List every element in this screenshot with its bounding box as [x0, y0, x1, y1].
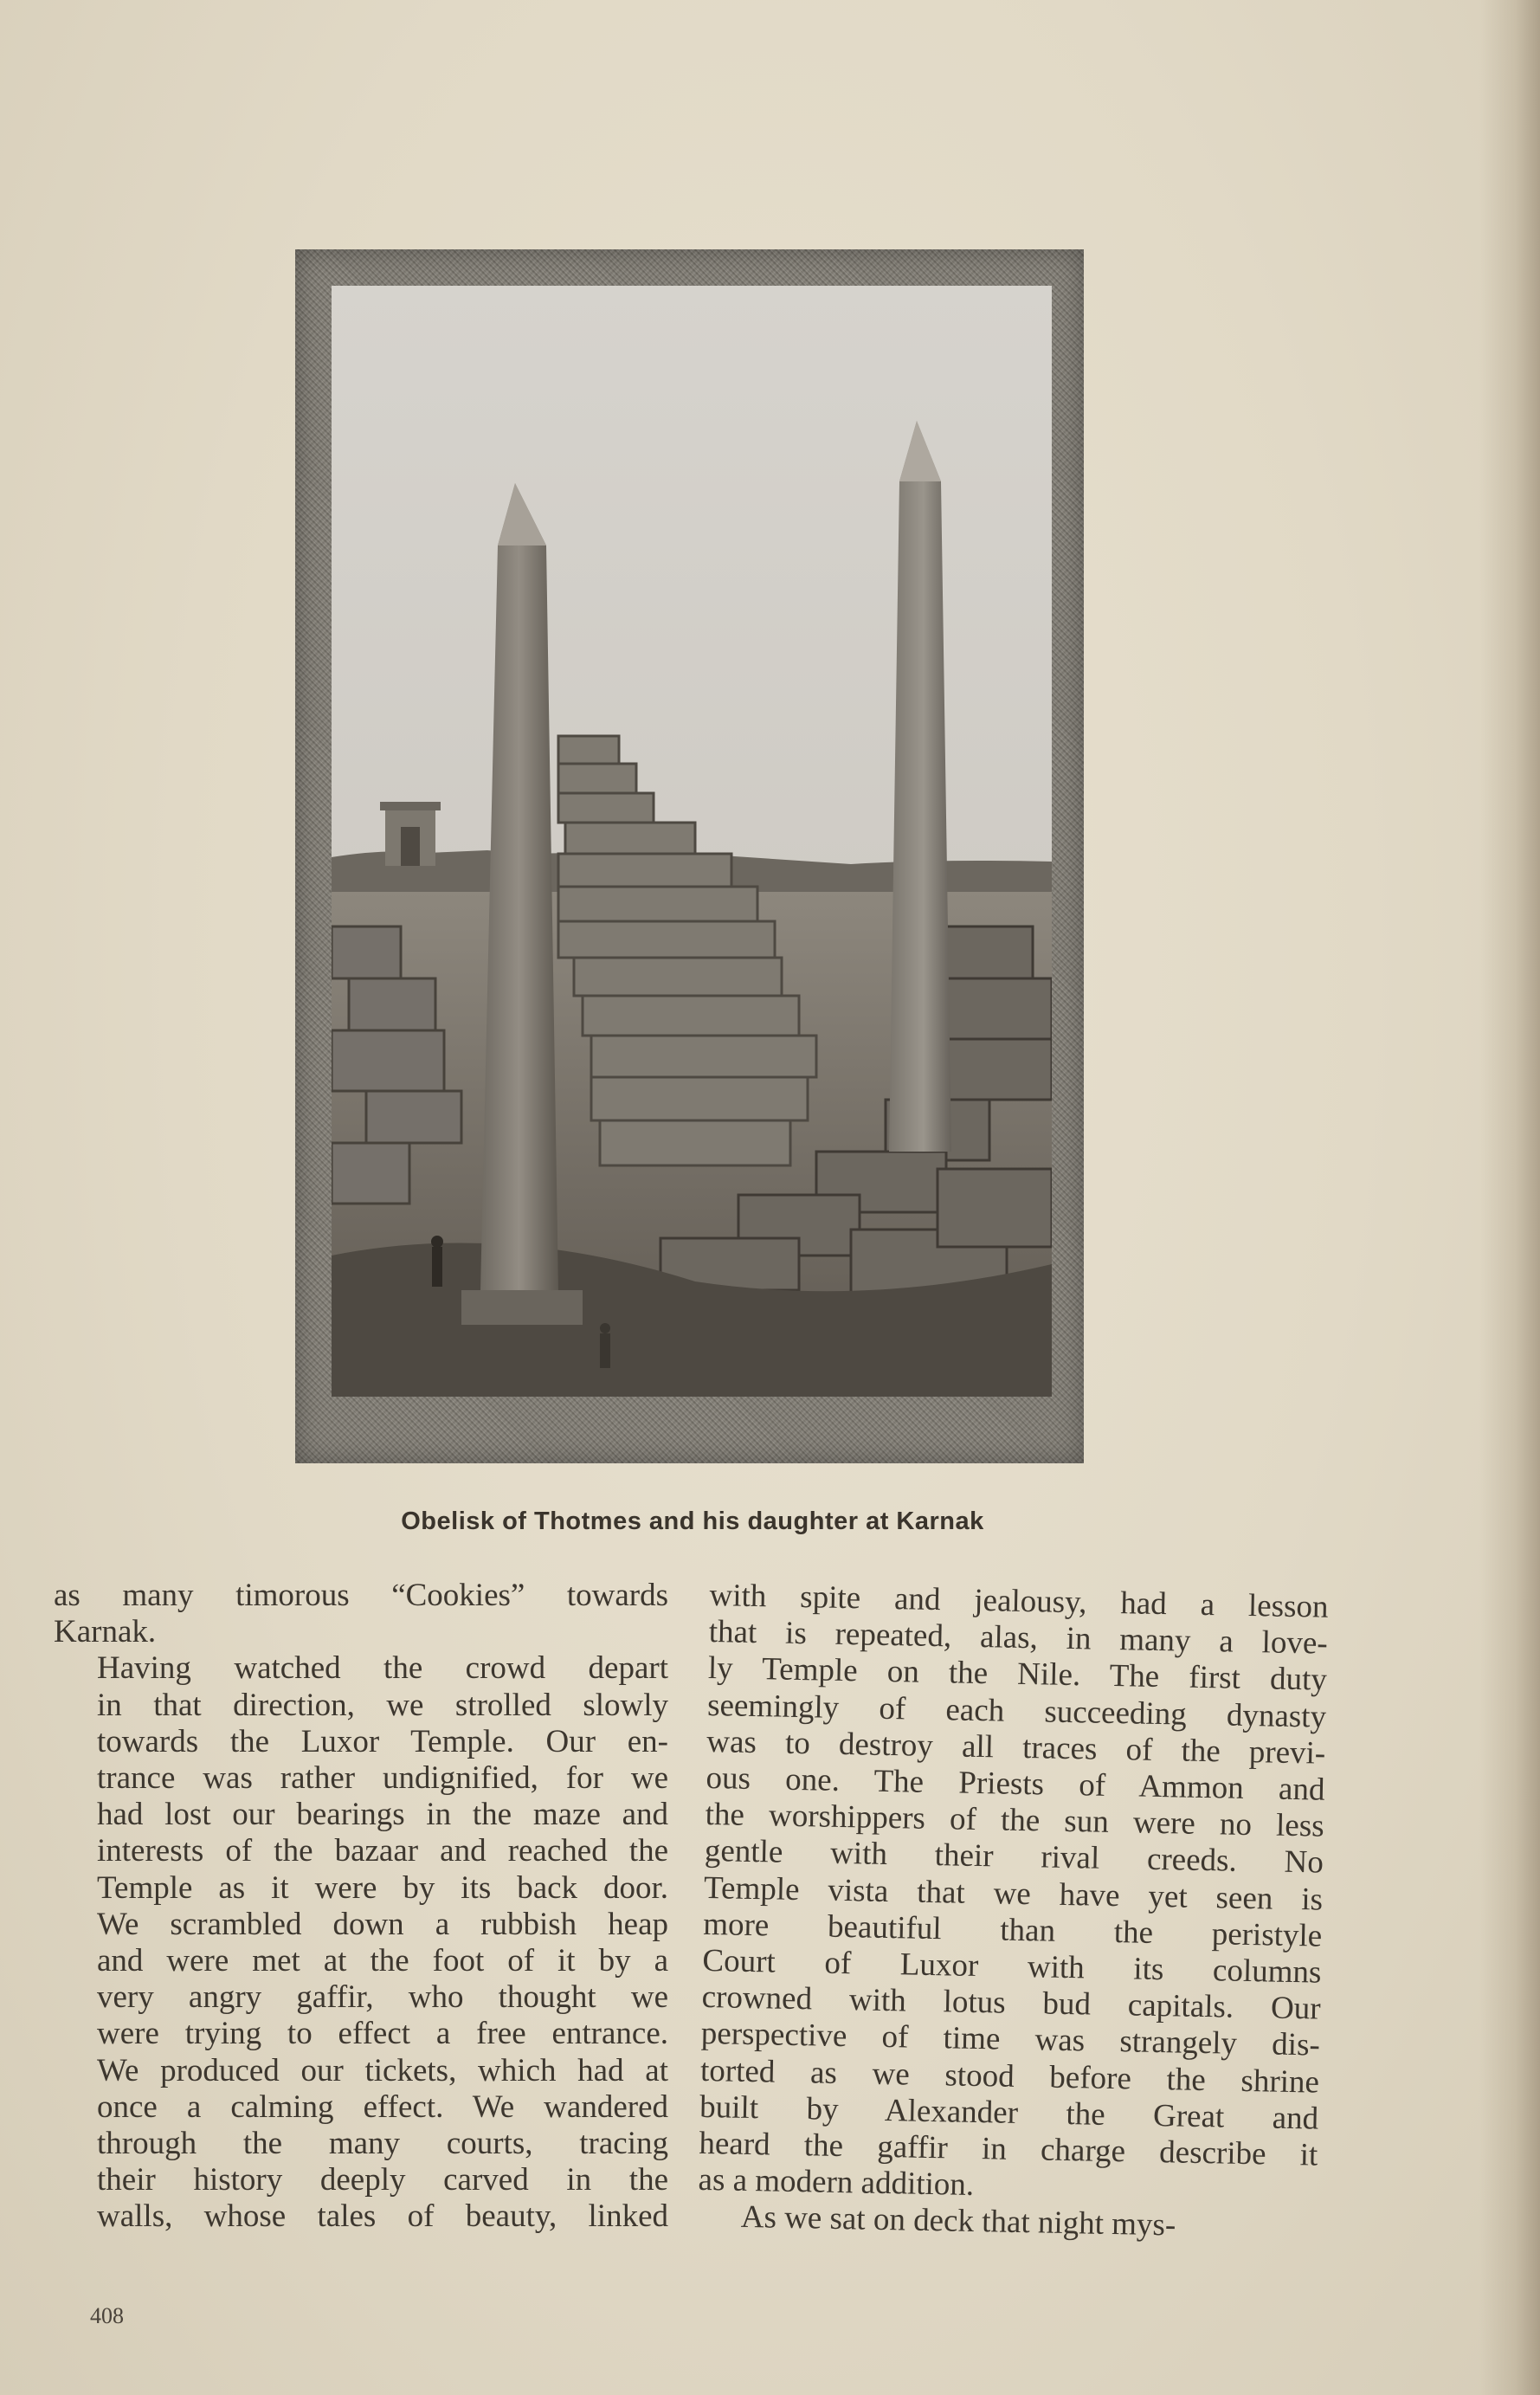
text-line: that is repeated, alas, in many a love-: [708, 1614, 1329, 1662]
text-line: We produced our tickets, which had at: [97, 2052, 668, 2088]
figure-caption: Obelisk of Thotmes and his daughter at Karnak: [401, 1507, 984, 1535]
text-line: once a calming effect. We wandered: [97, 2088, 668, 2125]
text-line: heard the gaffir in charge describe it: [699, 2125, 1318, 2173]
text-line: ous one. The Priests of Ammon and: [706, 1759, 1325, 1808]
text-line: Temple as it were by its back door.: [97, 1869, 668, 1906]
text-line: As we sat on deck that night mys-: [740, 2199, 1176, 2243]
text-line: ly Temple on the Nile. The first duty: [707, 1650, 1328, 1699]
text-line: very angry gaffir, who thought we: [97, 1979, 668, 2016]
text-line: seemingly of each succeeding dynasty: [706, 1687, 1327, 1735]
text-line: walls, whose tales of beauty, linked: [97, 2198, 668, 2235]
text-line: perspective of time was strangely dis-: [700, 2016, 1321, 2064]
text-line: built by Alexander the Great and: [699, 2088, 1319, 2137]
page-edge-shadow: [1479, 0, 1540, 2395]
text-line: were trying to effect a free entrance.: [97, 2016, 668, 2052]
paragraph: [54, 1650, 668, 2235]
text-line: the worshippers of the sun were no less: [705, 1797, 1325, 1844]
text-line: was to destroy all traces of the previ-: [706, 1723, 1326, 1772]
obelisk-photograph: [332, 286, 1052, 1397]
text-line: their history deeply carved in the: [97, 2162, 668, 2198]
text-line: through the many courts, tracing: [97, 2126, 668, 2162]
text-line: gentle with their rival creeds. No: [704, 1833, 1324, 1882]
text-line: Having watched the crowd depart: [97, 1650, 668, 1687]
text-line: towards the Luxor Temple. Our en-: [97, 1723, 668, 1759]
text-line: and were met at the foot of it by a: [97, 1943, 668, 1979]
text-line: with spite and jealousy, had a lesson: [709, 1578, 1329, 1625]
text-line: Temple vista that we have yet seen is: [703, 1869, 1324, 1918]
text-line: trance was rather undignified, for we: [97, 1760, 668, 1797]
left-text-column: [54, 1578, 668, 2236]
text-line: We scrambled down a rubbish heap: [97, 1906, 668, 1942]
paragraph: [698, 1578, 1329, 2211]
text-line: interests of the bazaar and reached the: [97, 1833, 668, 1869]
right-text-column: [697, 1578, 1328, 2247]
text-line: as a modern addition.: [698, 2162, 975, 2204]
text-line: crowned with lotus bud capitals. Our: [701, 1979, 1321, 2027]
text-line: had lost our bearings in the maze and: [97, 1797, 668, 1833]
text-line: Court of Luxor with its columns: [702, 1942, 1322, 1991]
text-line: torted as we stood before the shrine: [699, 2052, 1320, 2101]
page-number: 408: [90, 2303, 124, 2328]
text-line: in that direction, we strolled slowly: [97, 1687, 668, 1723]
paragraph: [54, 1578, 668, 1650]
text-line: Karnak.: [54, 1614, 157, 1650]
text-line: more beautiful than the peristyle: [702, 1906, 1323, 1954]
text-line: as many timorous “Cookies” towards: [54, 1578, 668, 1613]
